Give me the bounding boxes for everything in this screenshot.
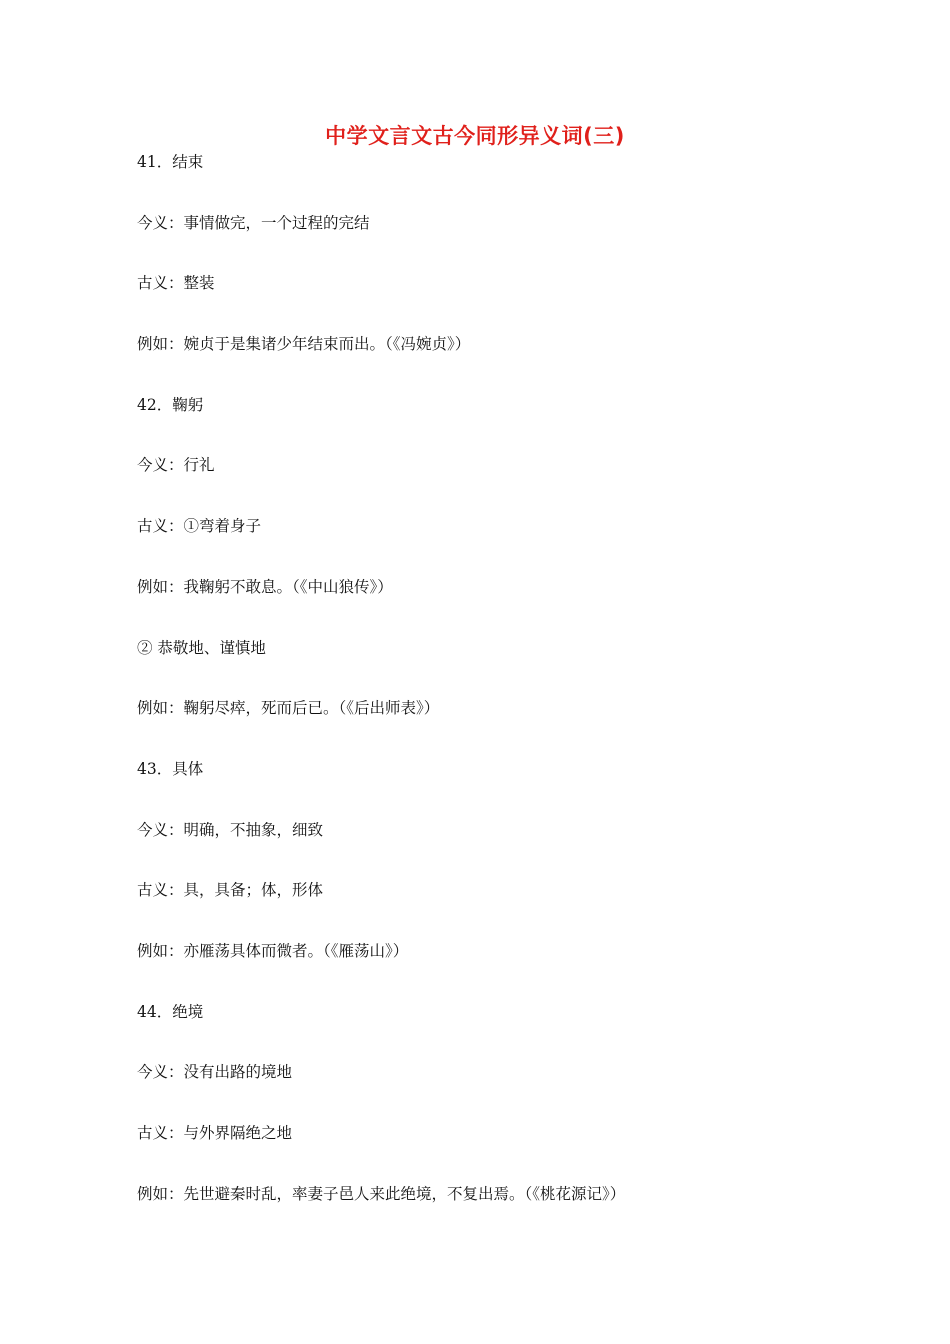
document-body [137,147,897,1239]
entry-44-heading: 44．绝境 [137,1002,204,1021]
entry-42-modern-meaning: 今义：行礼 [137,456,215,475]
entry-44-example: 例如：先世避秦时乱，率妻子邑人来此绝境，不复出焉。（《桃花源记》） [137,1184,626,1203]
entry-43-modern-meaning: 今义：明确，不抽象，细致 [137,820,324,839]
entry-41-heading: 41．结束 [137,153,204,171]
entry-42-ancient-meaning-2: ② 恭敬地、谨慎地 [137,638,266,657]
entry-44-modern-meaning: 今义：没有出路的境地 [137,1063,293,1082]
entry-42-ancient-meaning-1: 古义：①弯着身子 [137,517,262,536]
entry-41-ancient-meaning: 古义：整装 [137,274,215,293]
entry-44-ancient-meaning: 古义：与外界隔绝之地 [137,1124,293,1142]
entry-41-example: 例如：婉贞于是集诸少年结束而出。（《冯婉贞》） [137,335,471,354]
entry-42-example-2: 例如：鞠躬尽瘁，死而后已。（《后出师表》） [137,699,440,718]
entry-43-ancient-meaning: 古义：具，具备；体，形体 [137,881,324,900]
entry-42-heading: 42．鞠躬 [137,395,204,414]
entry-43-heading: 43．具体 [137,759,204,778]
entry-43-example: 例如：亦雁荡具体而微者。（《雁荡山》） [137,941,409,960]
entry-42-example-1: 例如：我鞠躬不敢息。（《中山狼传》） [137,577,393,596]
entry-41-modern-meaning: 今义：事情做完，一个过程的完结 [137,213,370,232]
document-title: 中学文言文古今同形异义词(三) [325,124,625,148]
